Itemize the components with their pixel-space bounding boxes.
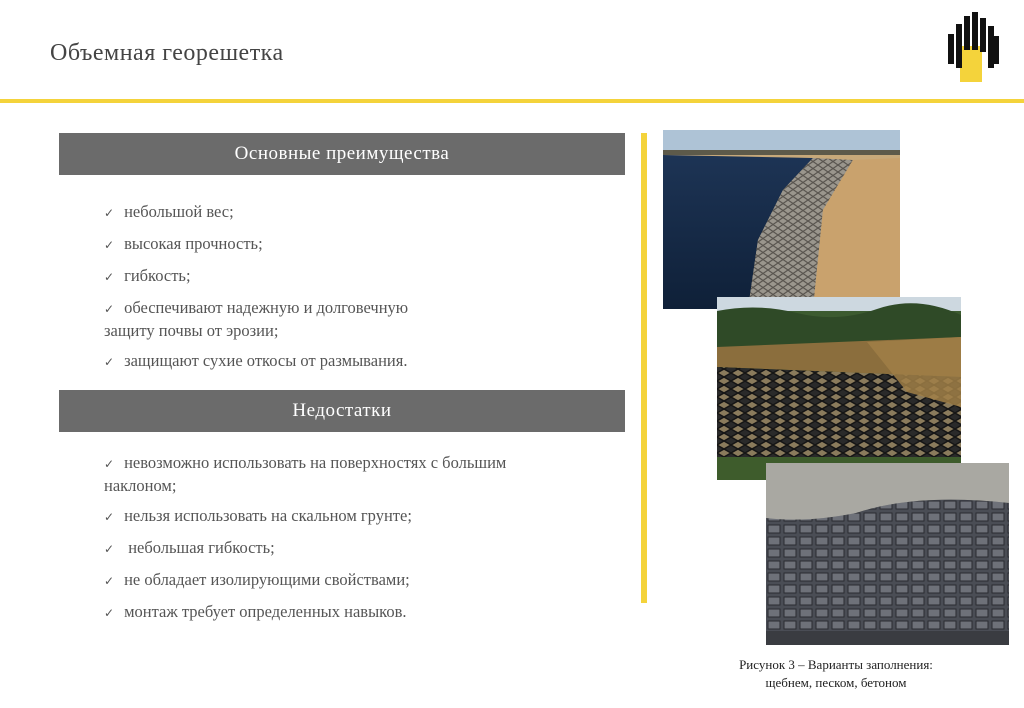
checkmark-icon: ✓ (104, 510, 115, 524)
checkmark-icon: ✓ (104, 542, 115, 556)
checkmark-icon: ✓ (104, 238, 115, 252)
photo-concrete-grid (766, 463, 1009, 645)
figure-caption (718, 656, 954, 692)
photo-shoreline (663, 130, 900, 309)
list-item-continuation: защиту почвы от эрозии; (104, 321, 279, 340)
advantages-header: Основные преимущества (59, 133, 625, 175)
list-item: ✓ высокая прочность; (104, 234, 263, 253)
checkmark-icon: ✓ (104, 606, 115, 620)
list-item: ✓ невозможно использовать на поверхностях с большим (104, 453, 507, 472)
checkmark-icon: ✓ (104, 206, 115, 220)
checkmark-icon: ✓ (104, 355, 115, 369)
caption-line-2: щебнем, песком, бетоном (765, 675, 907, 690)
company-logo (946, 12, 1000, 84)
list-item: ✓ монтаж требует определенных навыков. (104, 602, 407, 621)
vertical-divider (641, 133, 647, 603)
list-item: ✓ не обладает изолирующими свойствами; (104, 570, 410, 589)
advantages-list (104, 201, 634, 382)
photo-slope-grid (717, 297, 961, 480)
disadvantages-list (104, 452, 634, 633)
disadvantages-header: Недостатки (59, 390, 625, 432)
checkmark-icon: ✓ (104, 574, 115, 588)
list-item: ✓ нельзя использовать на скальном грунте; (104, 506, 412, 525)
list-item: ✓ защищают сухие откосы от размывания. (104, 351, 408, 370)
slide-title: Объемная георешетка (50, 40, 284, 66)
list-item-continuation: наклоном; (104, 476, 177, 495)
checkmark-icon: ✓ (104, 302, 115, 316)
checkmark-icon: ✓ (104, 270, 115, 284)
checkmark-icon: ✓ (104, 457, 115, 471)
list-item: ✓ небольшой вес; (104, 202, 234, 221)
list-item: ✓ обеспечивают надежную и долговечную (104, 298, 409, 317)
list-item: ✓ гибкость; (104, 266, 191, 285)
list-item: ✓ небольшая гибкость; (104, 538, 275, 557)
header-divider (0, 99, 1024, 103)
caption-line-1: Рисунок 3 – Варианты заполнения: (739, 657, 933, 672)
